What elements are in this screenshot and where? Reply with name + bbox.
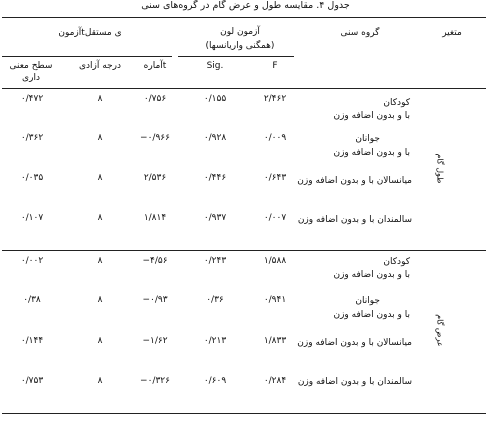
row-sig: ۰/۳۶ [206, 295, 224, 305]
header-age-group: گروه سنی [340, 28, 380, 38]
header-levene-sub: (همگنی واریانسها) [205, 41, 275, 51]
header-t-stat: tآماره [143, 61, 167, 71]
row-group-line2: با و بدون اضافه وزن [333, 270, 410, 280]
row-sig: ۰/۹۳۷ [203, 213, 227, 223]
row-df: ۸ [97, 256, 103, 266]
row-df: ۸ [97, 94, 103, 104]
header-levene: آزمون لون [220, 27, 260, 37]
row-group-line2: با و بدون اضافه وزن [333, 310, 410, 320]
section-rule [2, 250, 486, 251]
row-f: ۰/۹۴۱ [263, 295, 287, 305]
row-group-line1: کودکان [383, 98, 410, 108]
table-caption: جدول ۴. مقایسه طول و عرض گام در گروه‌های سنی [141, 0, 350, 11]
row-df: ۸ [97, 336, 103, 346]
row-group-line1: میانسالان با و بدون اضافه وزن [297, 338, 412, 348]
row-t: ۲/۵۳۶ [143, 173, 167, 183]
header-f: F [272, 61, 278, 71]
row-f: ۰/۰۰۹ [263, 133, 287, 143]
row-p: ۰/۰۳۵ [20, 173, 44, 183]
row-t: −۱/۶۲ [142, 336, 168, 346]
row-f: ۲/۴۶۲ [263, 94, 287, 104]
row-group-line2: با و بدون اضافه وزن [333, 148, 410, 158]
section-variable-width: عرض گام [435, 314, 445, 347]
row-sig: ۰/۱۵۵ [203, 94, 227, 104]
row-p: ۰/۷۵۳ [20, 376, 44, 386]
bottom-rule [2, 413, 486, 414]
row-p: ۰/۴۷۲ [20, 94, 44, 104]
top-rule [2, 17, 486, 18]
row-p: ۰/۱۴۴ [20, 336, 44, 346]
row-t: −۰/۹۶۶ [140, 133, 170, 143]
header-sig: Sig. [206, 61, 224, 71]
row-sig: ۰/۹۲۸ [203, 133, 227, 143]
header-df: درجه آزادی [78, 61, 121, 71]
row-f: ۰/۶۴۳ [263, 173, 287, 183]
header-rule [2, 88, 486, 89]
section-variable-length: طول گام [435, 153, 445, 184]
row-df: ۸ [97, 295, 103, 305]
row-sig: ۰/۲۱۳ [203, 336, 227, 346]
row-group-line1: میانسالان با و بدون اضافه وزن [297, 176, 412, 186]
header-ttest: ی مستقلtآزمون [58, 28, 122, 38]
row-f: ۰/۲۸۴ [263, 376, 287, 386]
row-f: ۰/۰۰۷ [263, 213, 287, 223]
row-sig: ۰/۲۴۳ [203, 256, 227, 266]
header-sig-level-text: سطح معنی داری [9, 61, 53, 83]
row-df: ۸ [97, 133, 103, 143]
row-t: −۰/۳۲۶ [140, 376, 170, 386]
row-group-line2: با و بدون اضافه وزن [333, 111, 410, 121]
header-sig-level [8, 60, 54, 84]
row-p: ۰/۱۰۷ [20, 213, 44, 223]
row-df: ۸ [97, 173, 103, 183]
ttest-underline [2, 56, 172, 57]
row-group-line1: جوانان [355, 296, 380, 306]
row-group-line1: جوانان [355, 134, 380, 144]
row-t: ۱/۸۱۴ [143, 213, 167, 223]
row-sig: ۰/۶۰۹ [203, 376, 227, 386]
row-group-line1: سالمندان با و بدون اضافه وزن [297, 215, 412, 225]
row-group-line1: سالمندان با و بدون اضافه وزن [297, 377, 412, 387]
row-p: ۰/۳۸ [23, 295, 41, 305]
row-t: −۴/۵۶ [142, 256, 168, 266]
row-df: ۸ [97, 213, 103, 223]
row-df: ۸ [97, 376, 103, 386]
row-group-line1: کودکان [383, 257, 410, 267]
row-f: ۱/۸۳۳ [263, 336, 287, 346]
row-t: ۰/۷۵۶ [143, 94, 167, 104]
row-p: ۰/۳۶۲ [20, 133, 44, 143]
row-f: ۱/۵۸۸ [263, 256, 287, 266]
row-p: ۰/۰۰۲ [20, 256, 44, 266]
levene-underline [178, 56, 294, 57]
row-t: −۰/۹۳ [142, 295, 168, 305]
row-sig: ۰/۴۴۶ [203, 173, 227, 183]
header-variable: متغیر [442, 28, 462, 38]
